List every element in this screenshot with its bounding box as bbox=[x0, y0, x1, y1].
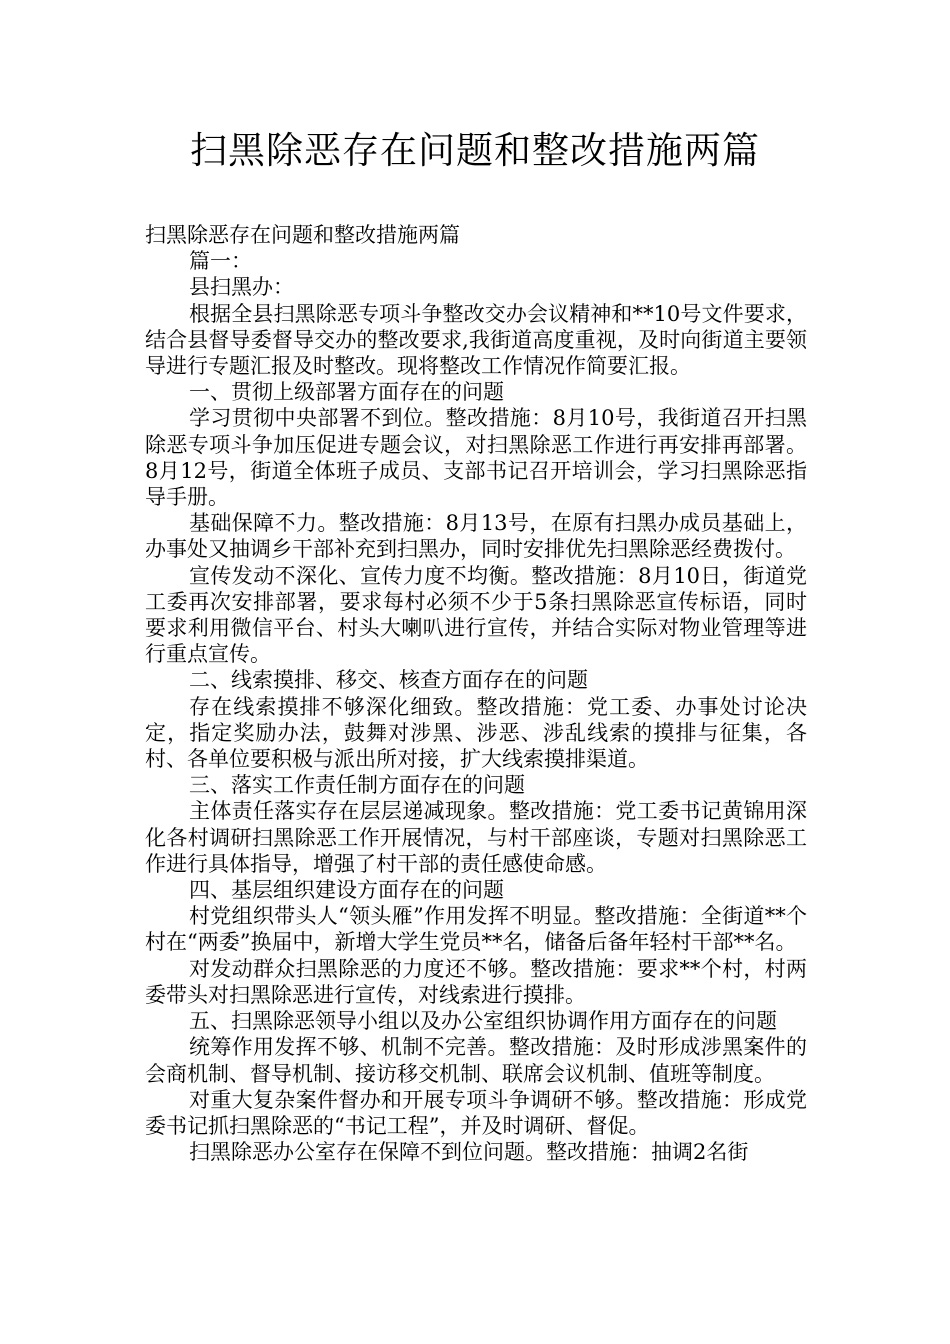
paragraph: 统筹作用发挥不够、机制不完善。整改措施：及时形成涉黑案件的会商机制、督导机制、接访移交机制、联席会议机制、值班等制度。 bbox=[145, 1035, 807, 1086]
section-heading: 三、落实工作责任制方面存在的问题 bbox=[189, 773, 525, 798]
addressee: 县扫黑办： bbox=[189, 275, 294, 300]
section-heading: 五、扫黑除恶领导小组以及办公室组织协调作用方面存在的问题 bbox=[189, 1009, 777, 1034]
paragraph: 主体责任落实存在层层递减现象。整改措施：党工委书记黄锦用深化各村调研扫黑除恶工作开展情况，与村干部座谈，专题对扫黑除恶工作进行具体指导，增强了村干部的责任感使命感。 bbox=[145, 799, 807, 876]
paragraph: 对发动群众扫黑除恶的力度还不够。整改措施：要求**个村，村两委带头对扫黑除恶进行宣传，对线索进行摸排。 bbox=[145, 956, 807, 1007]
paragraph: 村党组织带头人“领头雁”作用发挥不明显。整改措施：全街道**个村在“两委”换届中，新增大学生党员**名，储备后备年轻村干部**名。 bbox=[145, 904, 807, 955]
document-body bbox=[145, 222, 807, 1165]
paragraph: 学习贯彻中央部署不到位。整改措施：8月10号，我街道召开扫黑除恶专项斗争加压促进专题会议，对扫黑除恶工作进行再安排再部署。8月12号，街道全体班子成员、支部书记召开培训会，学习扫黑除恶指导手册。 bbox=[145, 406, 807, 510]
paragraph: 宣传发动不深化、宣传力度不均衡。整改措施：8月10日，街道党工委再次安排部署，要求每村必须不少于5条扫黑除恶宣传标语，同时要求利用微信平台、村头大喇叭进行宣传，并结合实际对物业管理等进行重点宣传。 bbox=[145, 563, 807, 667]
section-heading: 二、线索摸排、移交、核查方面存在的问题 bbox=[189, 668, 588, 693]
section-label: 篇一： bbox=[189, 249, 252, 274]
section-heading: 四、基层组织建设方面存在的问题 bbox=[189, 878, 504, 903]
section-heading: 一、贯彻上级部署方面存在的问题 bbox=[189, 380, 504, 405]
paragraph: 基础保障不力。整改措施：8月13号，在原有扫黑办成员基础上，办事处又抽调乡干部补充到扫黑办，同时安排优先扫黑除恶经费拨付。 bbox=[145, 511, 807, 562]
paragraph: 存在线索摸排不够深化细致。整改措施：党工委、办事处讨论决定，指定奖励办法，鼓舞对涉黑、涉恶、涉乱线索的摸排与征集，各村、各单位要积极与派出所对接，扩大线索摸排渠道。 bbox=[145, 694, 807, 772]
body-subtitle: 扫黑除恶存在问题和整改措施两篇 bbox=[145, 223, 460, 247]
paragraph: 扫黑除恶办公室存在保障不到位问题。整改措施：抽调2名街 bbox=[189, 1140, 749, 1165]
paragraph: 根据全县扫黑除恶专项斗争整改交办会议精神和**10号文件要求，结合县督导委督导交办的整改要求,我街道高度重视，及时向街道主要领导进行专题汇报及时整改。现将整改工作情况作简要汇报。 bbox=[145, 301, 807, 379]
document-title: 扫黑除恶存在问题和整改措施两篇 bbox=[190, 129, 760, 172]
paragraph: 对重大复杂案件督办和开展专项斗争调研不够。整改措施：形成党委书记抓扫黑除恶的“书记工程”，并及时调研、督促。 bbox=[145, 1087, 807, 1138]
